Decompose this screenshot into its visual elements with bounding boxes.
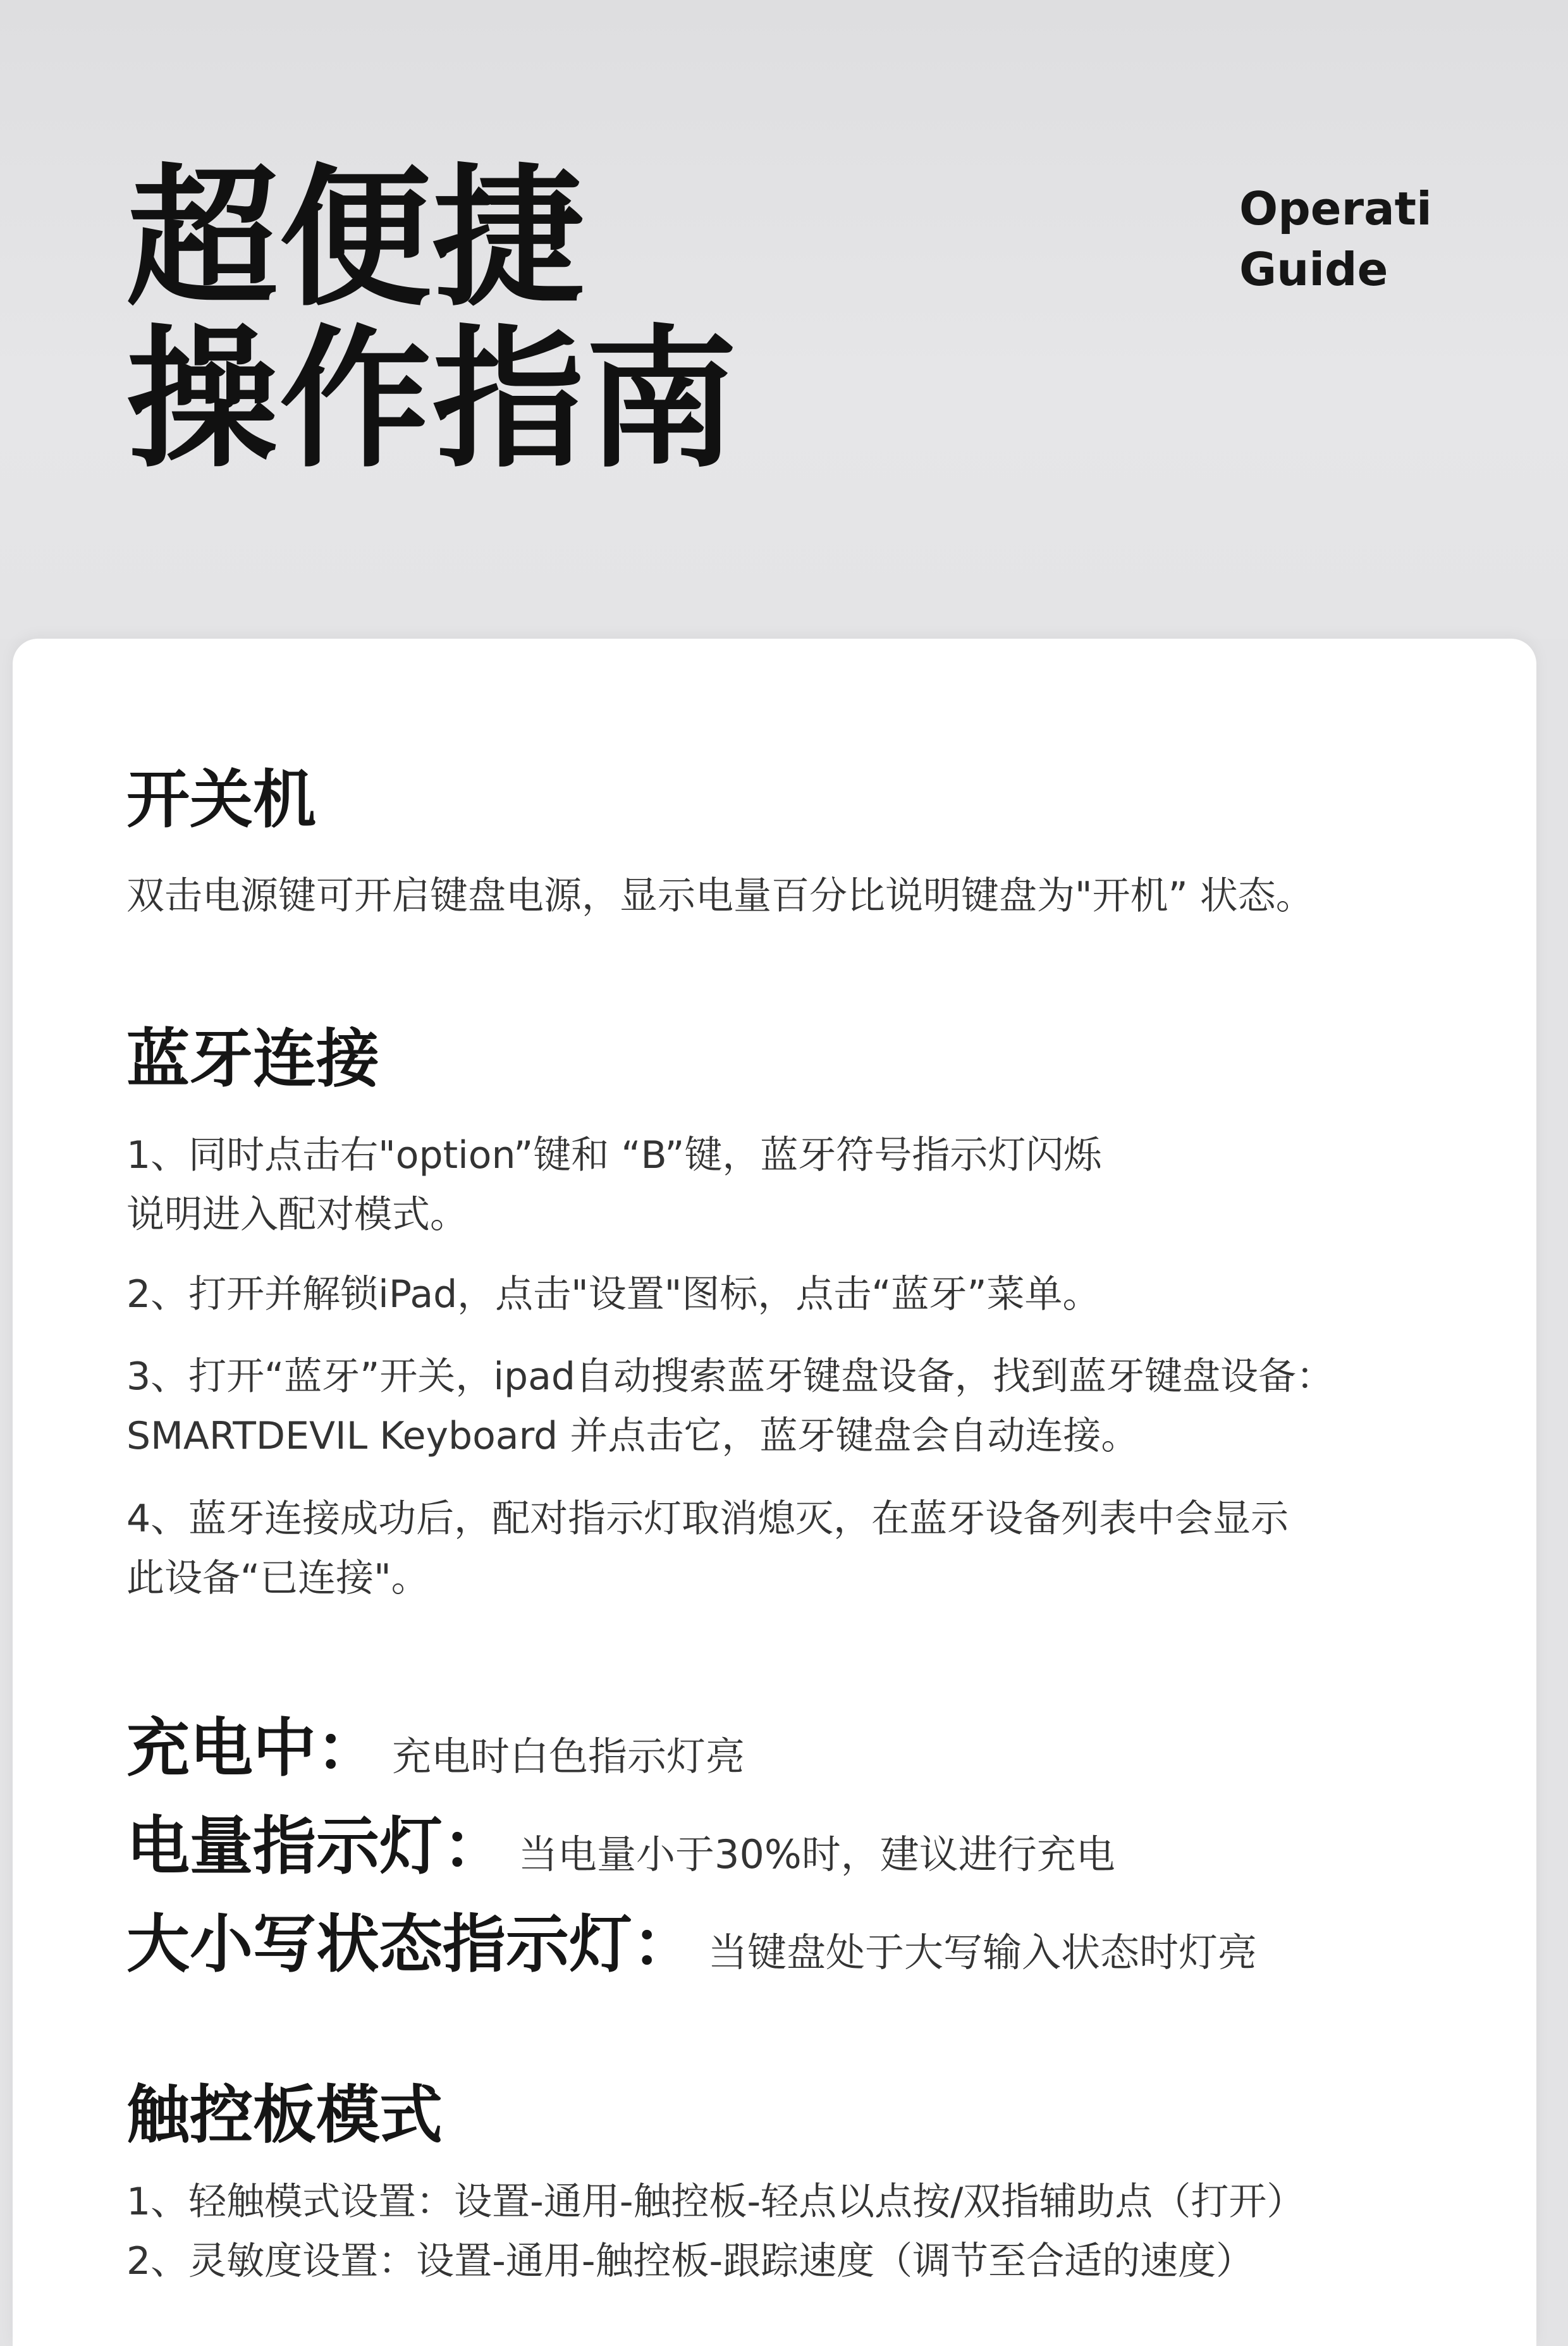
bluetooth-step-3-line2: SMARTDEVIL Keyboard 并点击它，蓝牙键盘会自动连接。 (126, 1414, 1139, 1458)
charging-label: 充电中： (126, 1711, 379, 1785)
page-subtitle-line2: Guide (1239, 243, 1388, 296)
bluetooth-step-4-line1: 4、蓝牙连接成功后，配对指示灯取消熄灭，在蓝牙设备列表中会显示 (126, 1497, 1289, 1541)
page-title-line1: 超便捷 (126, 150, 586, 327)
section-title-bluetooth: 蓝牙连接 (126, 1022, 379, 1096)
caps-lock-label: 大小写状态指示灯： (126, 1907, 695, 1981)
charging-description: 充电时白色指示灯亮 (392, 1733, 745, 1779)
power-description: 双击电源键可开启键盘电源，显示电量百分比说明键盘为"开机” 状态。 (126, 874, 1314, 918)
status-charging (126, 1701, 745, 1814)
touchpad-steps (126, 2172, 1304, 2291)
page-title-line2: 操作指南 (126, 311, 739, 488)
bluetooth-step-4-line2: 此设备“已连接"。 (126, 1556, 429, 1600)
touchpad-step-2: 2、灵敏度设置：设置-通用-触控板-跟踪速度（调节至合适的速度） (126, 2239, 1254, 2283)
section-title-touchpad: 触控板模式 (126, 2078, 443, 2152)
bluetooth-step-4 (126, 1489, 1289, 1608)
caps-lock-description: 当键盘处于大写输入状态时灯亮 (708, 1929, 1258, 1975)
bluetooth-step-1 (126, 1126, 1101, 1244)
battery-label: 电量指示灯： (126, 1809, 506, 1883)
touchpad-step-1: 1、轻触模式设置：设置-通用-触控板-轻点以点按/双指辅助点（打开） (126, 2180, 1305, 2224)
bluetooth-step-3 (126, 1347, 1334, 1466)
page-subtitle-line1: Operati (1239, 182, 1432, 235)
section-title-power: 开关机 (126, 763, 316, 837)
header-banner (0, 0, 1568, 639)
bluetooth-step-2: 2、打开并解锁iPad，点击"设置"图标，点击“蓝牙”菜单。 (126, 1272, 1101, 1317)
page-title (126, 150, 739, 488)
bluetooth-step-1-line1: 1、同时点击右"option”键和 “B”键，蓝牙符号指示灯闪烁 (126, 1133, 1102, 1177)
status-caps-lock (126, 1897, 1257, 2010)
bluetooth-step-3-line1: 3、打开“蓝牙”开关，ipad自动搜索蓝牙键盘设备，找到蓝牙键盘设备： (126, 1354, 1334, 1399)
page-subtitle (1239, 178, 1432, 300)
status-battery (126, 1799, 1115, 1912)
battery-description: 当电量小于30%时，建议进行充电 (518, 1831, 1115, 1877)
bluetooth-step-1-line2: 说明进入配对模式。 (126, 1193, 468, 1237)
content-card (13, 639, 1536, 2346)
